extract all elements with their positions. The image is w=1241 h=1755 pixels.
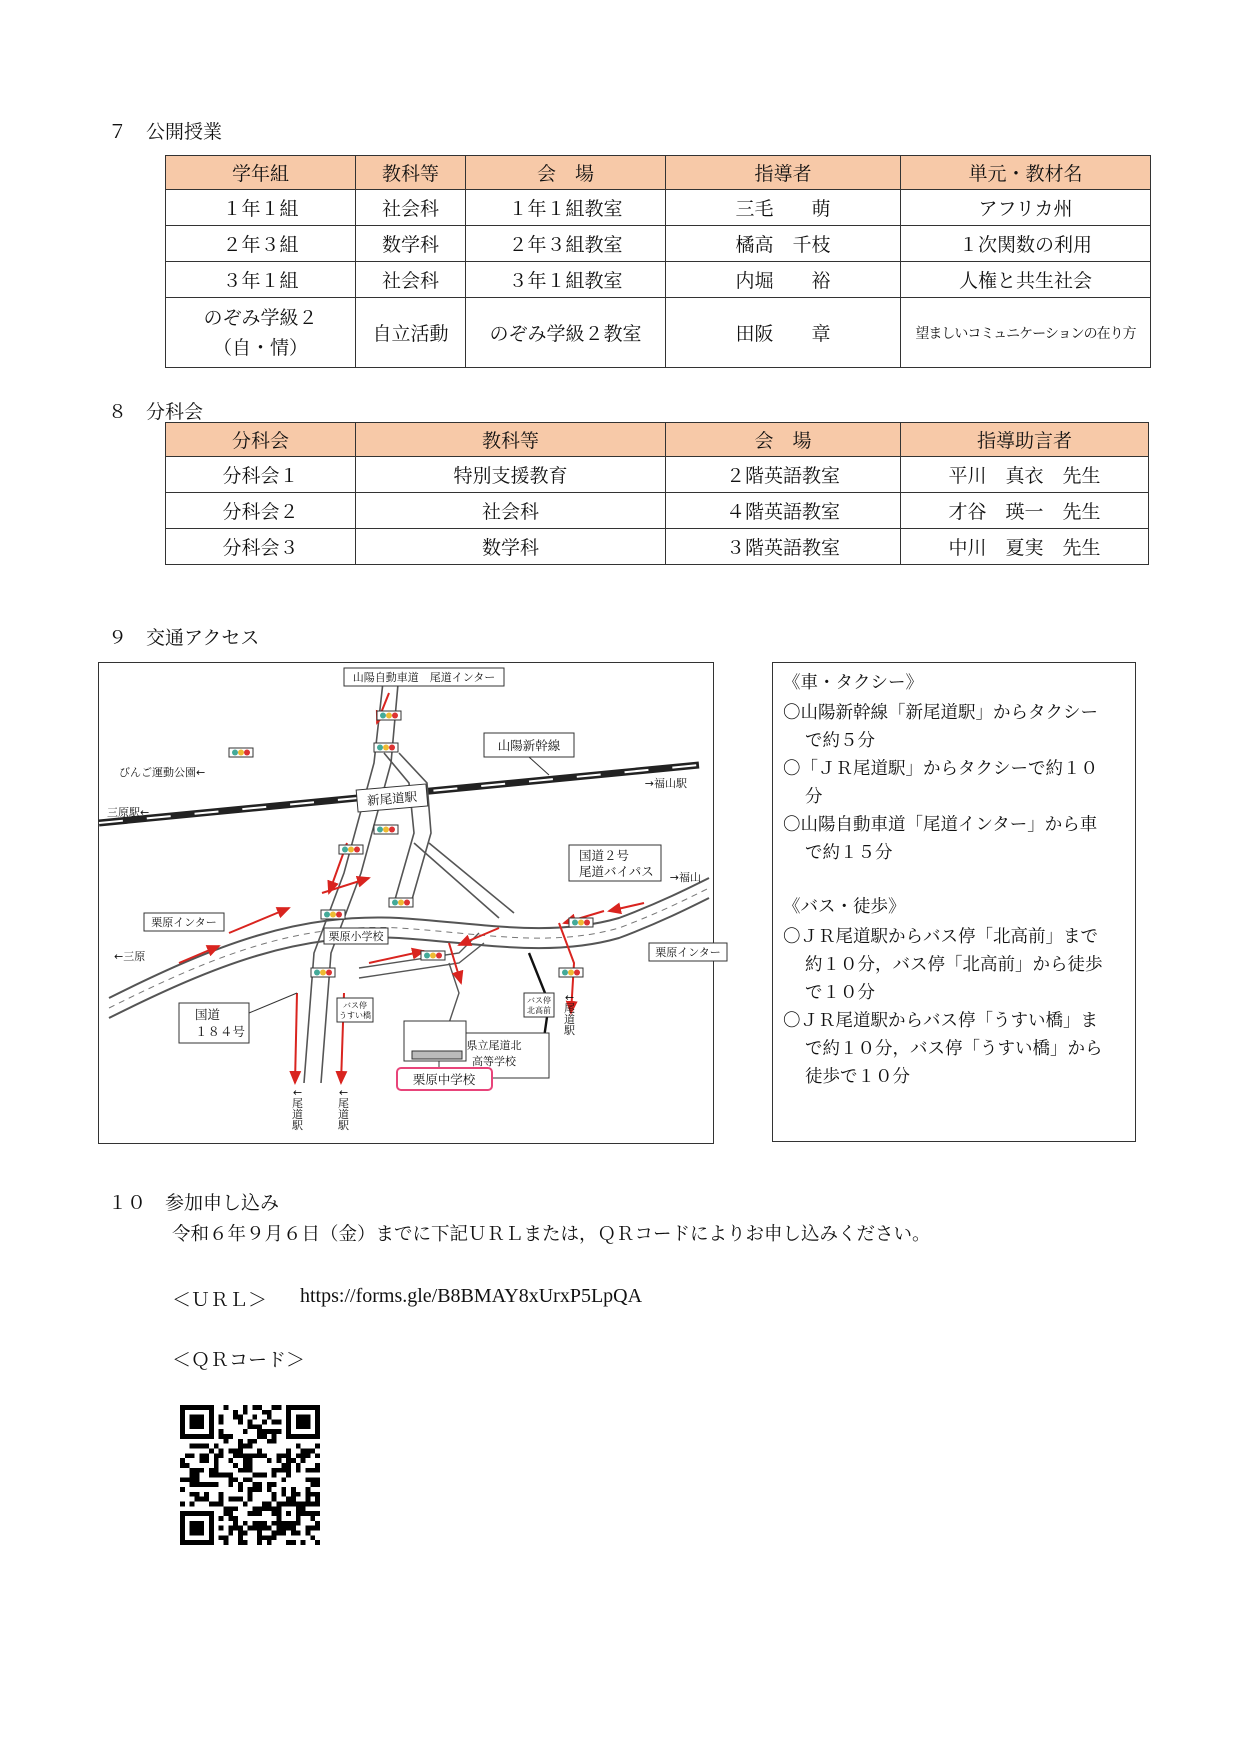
route-arrow bbox=[295, 993, 297, 1083]
traffic-light-icon bbox=[421, 951, 445, 960]
access-info-box bbox=[772, 662, 1136, 1142]
cell-session: 分科会３ bbox=[166, 529, 356, 565]
label-bus-kitako-line1: バス停 bbox=[527, 996, 551, 1005]
section-10-title: １０ 参加申し込み bbox=[108, 1192, 280, 1214]
label-bingo-park: びんご運動公園← bbox=[119, 766, 206, 779]
header-room: 会 場 bbox=[466, 156, 666, 190]
label-shinkansen: 山陽新幹線 bbox=[497, 738, 561, 753]
label-fukuyama-station: →福山駅 bbox=[644, 777, 687, 790]
grade-line-1: のぞみ学級２ bbox=[203, 306, 318, 329]
label-onomichi-station-right: ↓尾道駅 bbox=[562, 993, 576, 1036]
cell-advisor: 中川 夏実 先生 bbox=[901, 529, 1149, 565]
access-line: で約１０分，バス停「うすい橋」から bbox=[805, 1039, 1103, 1059]
access-map-svg bbox=[99, 663, 721, 1143]
label-mihara-station: 三原駅← bbox=[107, 806, 150, 819]
table-row bbox=[166, 190, 1151, 226]
label-route184-line1: 国道 bbox=[195, 1007, 221, 1022]
access-line: 徒歩で１０分 bbox=[805, 1067, 910, 1087]
traffic-light-icon bbox=[311, 968, 335, 977]
label-bus-kitako-line2: 北高前 bbox=[527, 1006, 551, 1015]
header-room: 会 場 bbox=[666, 423, 901, 457]
table-row bbox=[166, 529, 1149, 565]
cell-room: ３年１組教室 bbox=[466, 262, 666, 298]
traffic-light-icon bbox=[559, 968, 583, 977]
cell-room: ２年３組教室 bbox=[466, 226, 666, 262]
traffic-light-icon bbox=[377, 711, 401, 720]
label-bus-usui-line1: バス停 bbox=[343, 1001, 367, 1010]
cell-room: のぞみ学級２教室 bbox=[466, 298, 666, 368]
cell-room: ３階英語教室 bbox=[666, 529, 901, 565]
cell-session: 分科会２ bbox=[166, 493, 356, 529]
label-kurihara-elementary: 栗原小学校 bbox=[328, 930, 384, 943]
table-row bbox=[166, 226, 1151, 262]
cell-room: ２階英語教室 bbox=[666, 457, 901, 493]
cell-grade: １年１組 bbox=[166, 190, 356, 226]
label-onomichi-station-2: ↓尾道駅 bbox=[336, 1088, 350, 1131]
label-route2-line1: 国道２号 bbox=[579, 848, 630, 863]
access-line: 〇山陽新幹線「新尾道駅」からタクシー bbox=[783, 703, 1098, 723]
label-route184-line2: １８４号 bbox=[195, 1024, 246, 1039]
access-line: 〇ＪＲ尾道駅からバス停「北高前」まで bbox=[783, 927, 1098, 947]
breakout-table bbox=[165, 422, 1149, 565]
access-road bbox=[399, 753, 431, 903]
traffic-light-icon bbox=[374, 825, 398, 834]
qr-label: ＜ＱＲコード＞ bbox=[172, 1349, 306, 1371]
cell-subject: 数学科 bbox=[356, 226, 466, 262]
open-class-table bbox=[165, 155, 1151, 368]
section-9-title: ９ 交通アクセス bbox=[108, 627, 260, 649]
cell-unit: １次関数の利用 bbox=[901, 226, 1151, 262]
cell-subject: 自立活動 bbox=[356, 298, 466, 368]
access-map bbox=[98, 662, 721, 1144]
grade-line-2: （自・情） bbox=[212, 336, 308, 359]
access-line: 〇ＪＲ尾道駅からバス停「うすい橋」ま bbox=[783, 1011, 1098, 1031]
label-kurihara-ic-right: 栗原インター bbox=[655, 946, 721, 959]
route-arrow bbox=[322, 878, 369, 893]
section-7-title: ７ 公開授業 bbox=[108, 121, 223, 143]
cell-subject: 社会科 bbox=[356, 493, 666, 529]
cell-subject: 社会科 bbox=[356, 190, 466, 226]
route-arrow bbox=[369, 951, 424, 963]
traffic-light-icon bbox=[569, 918, 593, 927]
cell-teacher: 田阪 章 bbox=[666, 298, 901, 368]
access-road bbox=[429, 843, 514, 913]
label-fukuyama: →福山 bbox=[669, 871, 701, 884]
cell-subject: 数学科 bbox=[356, 529, 666, 565]
cell-advisor: 平川 真衣 先生 bbox=[901, 457, 1149, 493]
section-8-title: ８ 分科会 bbox=[108, 401, 204, 423]
label-mihara: ←三原 bbox=[114, 950, 146, 963]
registration-url[interactable]: https://forms.gle/B8BMAY8xUrxP5LpQA bbox=[300, 1285, 643, 1307]
cell-grade: ３年１組 bbox=[166, 262, 356, 298]
cell-room: １年１組教室 bbox=[466, 190, 666, 226]
header-advisor: 指導助言者 bbox=[901, 423, 1149, 457]
access-line: 〇山陽自動車道「尾道インター」から車 bbox=[783, 815, 1098, 835]
cell-teacher: 内堀 裕 bbox=[666, 262, 901, 298]
label-shin-onomichi: 新尾道駅 bbox=[366, 788, 418, 809]
header-subject: 教科等 bbox=[356, 423, 666, 457]
access-line: 分 bbox=[805, 787, 823, 807]
access-line: で約１５分 bbox=[805, 843, 893, 863]
label-bus-usui-line2: うすい橋 bbox=[339, 1011, 371, 1020]
leader-line bbox=[249, 993, 297, 1013]
traffic-light-icon bbox=[229, 748, 253, 757]
label-kurihara-ic-left: 栗原インター bbox=[151, 916, 217, 929]
access-line: 〇「ＪＲ尾道駅」からタクシーで約１０ bbox=[783, 759, 1098, 779]
school-building-wing bbox=[412, 1051, 462, 1059]
traffic-light-icon bbox=[374, 743, 398, 752]
cell-subject: 社会科 bbox=[356, 262, 466, 298]
label-onomichi-station-1: ↓尾道駅 bbox=[290, 1088, 304, 1131]
access-line: で１０分 bbox=[805, 983, 875, 1003]
url-label: ＜ＵＲＬ＞ bbox=[172, 1289, 268, 1311]
cell-grade bbox=[166, 298, 356, 368]
cell-unit: 望ましいコミュニケーションの在り方 bbox=[901, 298, 1151, 368]
leader-line bbox=[529, 757, 549, 775]
cell-room: ４階英語教室 bbox=[666, 493, 901, 529]
cell-subject: 特別支援教育 bbox=[356, 457, 666, 493]
traffic-light-icon bbox=[389, 898, 413, 907]
header-grade: 学年組 bbox=[166, 156, 356, 190]
header-session: 分科会 bbox=[166, 423, 356, 457]
label-high-school-line2: 高等学校 bbox=[472, 1055, 516, 1068]
table-row bbox=[166, 298, 1151, 368]
traffic-light-icon bbox=[321, 910, 345, 919]
access-line: で約５分 bbox=[805, 731, 875, 751]
label-route2-line2: 尾道バイパス bbox=[579, 864, 654, 879]
table-row bbox=[166, 493, 1149, 529]
header-teacher: 指導者 bbox=[666, 156, 901, 190]
cell-session: 分科会１ bbox=[166, 457, 356, 493]
label-target-school: 栗原中学校 bbox=[412, 1072, 476, 1087]
cell-teacher: 橘高 千枝 bbox=[666, 226, 901, 262]
qr-code-icon[interactable] bbox=[180, 1405, 320, 1545]
cell-unit: アフリカ州 bbox=[901, 190, 1151, 226]
label-expressway: 山陽自動車道 尾道インター bbox=[352, 671, 496, 684]
traffic-light-icon bbox=[339, 845, 363, 854]
table-row bbox=[166, 457, 1149, 493]
access-line: 約１０分，バス停「北高前」から徒歩 bbox=[805, 955, 1103, 975]
access-road bbox=[414, 843, 499, 918]
label-high-school-line1: 県立尾道北 bbox=[466, 1039, 522, 1052]
access-heading-car: 《車・タクシー》 bbox=[783, 673, 923, 693]
cell-advisor: 才谷 瑛一 先生 bbox=[901, 493, 1149, 529]
cell-teacher: 三毛 萌 bbox=[666, 190, 901, 226]
table-row bbox=[166, 262, 1151, 298]
header-unit: 単元・教材名 bbox=[901, 156, 1151, 190]
access-heading-bus: 《バス・徒歩》 bbox=[783, 897, 906, 917]
qr-code-graphic bbox=[180, 1405, 320, 1545]
header-subject: 教科等 bbox=[356, 156, 466, 190]
cell-unit: 人権と共生社会 bbox=[901, 262, 1151, 298]
cell-grade: ２年３組 bbox=[166, 226, 356, 262]
deadline-text: 令和６年９月６日（金）までに下記ＵＲＬまたは，ＱＲコードによりお申し込みください。 bbox=[172, 1224, 931, 1245]
